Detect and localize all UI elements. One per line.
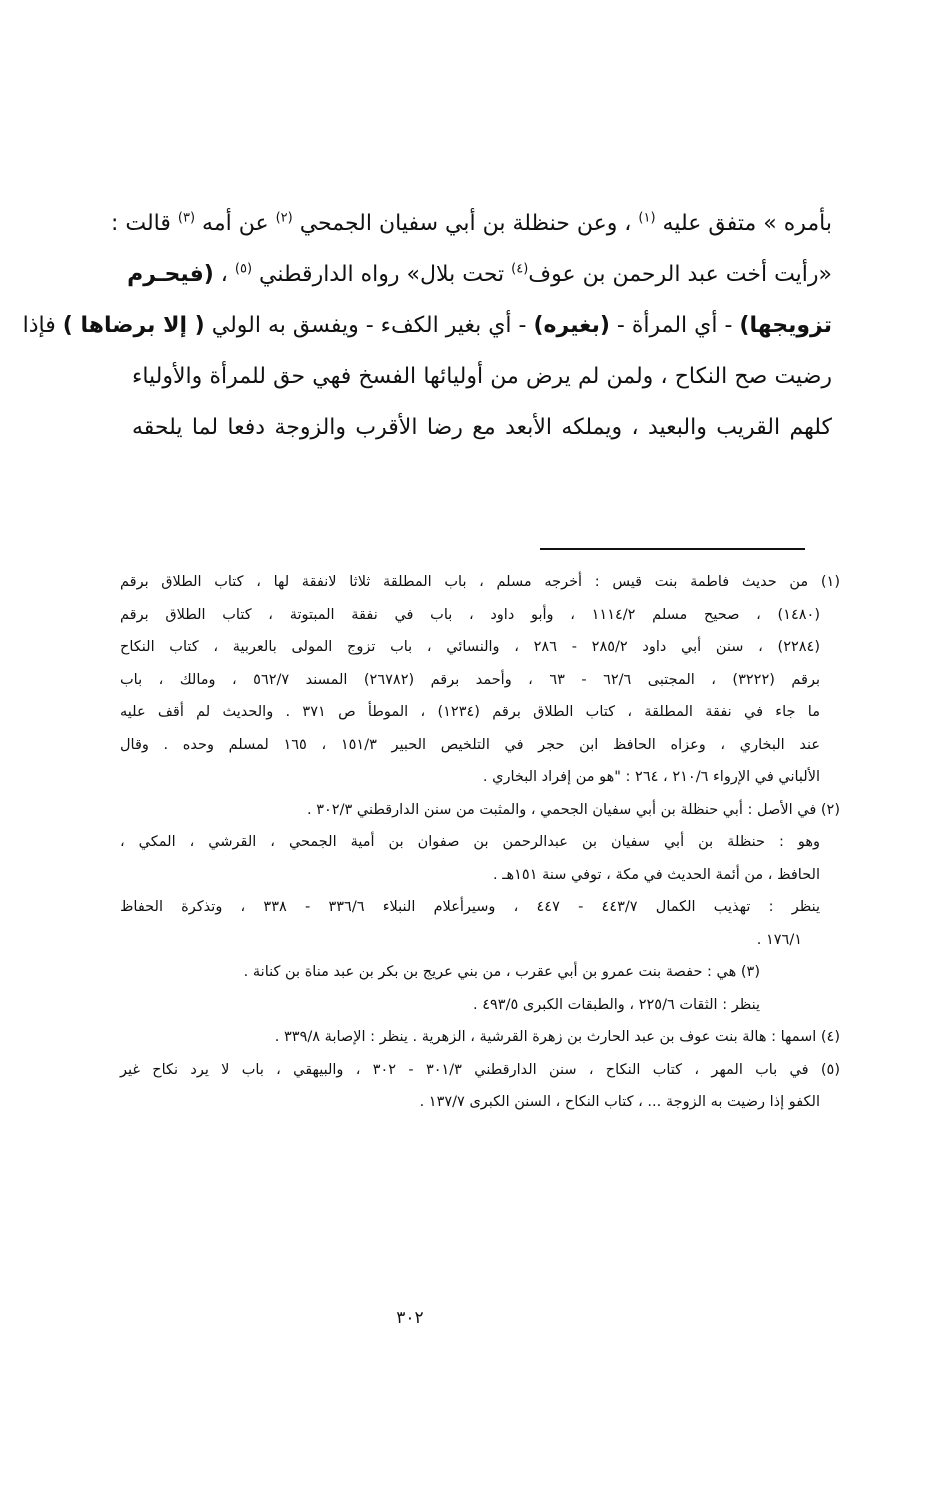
footnote-line: ينظر : تهذيب الكمال ٤٤٣/٧ - ٤٤٧ ، وسيرأعلام النبلاء ٣٣٦/٦ - ٣٣٨ ، وتذكرة الحفاظ: [120, 899, 821, 915]
footnote-line: (٥) في باب المهر ، كتاب النكاح ، سنن الدارقطني ٣٠١/٣ - ٣٠٢ ، والبيهقي ، باب لا يرد نكاح غير: [120, 1061, 841, 1078]
footnote-ref-1[interactable]: (١): [638, 210, 656, 226]
page-number: ٣٠٢: [396, 1308, 424, 1328]
footnote-line: (٢) في الأصل : أبي حنظلة بن أبي سفيان الجحمي ، والمثبت من سنن الدارقطني ٣٠٢/٣ .: [306, 801, 840, 818]
footnote-line: ١٧٦/١ .: [756, 931, 802, 948]
bold-term: (بغيره): [533, 313, 610, 338]
footnote-line: (٢٢٨٤) ، سنن أبي داود ٢٨٥/٢ - ٢٨٦ ، والنسائي ، باب تزوج المولى بالعربية ، كتاب النكاح: [120, 639, 821, 655]
bold-term: تزويجها): [739, 313, 832, 338]
main-line-4: رضيت صح النكاح ، ولمن لم يرض من أوليائها الفسخ فهي حق للمرأة والأولياء: [132, 364, 832, 389]
footnote-line: ما جاء في نفقة المطلقة ، كتاب الطلاق برقم (١٢٣٤) ، الموطأ ص ٣٧١ . والحديث لم أقف عليه: [120, 704, 820, 720]
main-line-3: تزويجها) - أي المرأة - (بغيره) - أي بغير الكفء - ويفسق به الولي ( إلا برضاها ) فإذا: [22, 313, 832, 338]
footnote-ref-2[interactable]: (٢): [275, 210, 293, 226]
footnote-line: عند البخاري ، وعزاه الحافظ ابن حجر في التلخيص الحبير ١٥١/٣ ، ١٦٥ لمسلم وحده . وقال: [120, 736, 820, 753]
main-line-2: «رأيت أخت عبد الرحمن بن عوف$^{(٤)}$ تحت بلال» رواه الدارقطني $^{(٥)}$ ، (فيحـرم: [127, 261, 832, 287]
footnote-line: برقم (٣٢٢٢) ، المجتبى ٦٢/٦ - ٦٣ ، وأحمد برقم (٢٦٧٨٢) المسند ٥٦٢/٧ ، ومالك ، باب: [120, 671, 820, 688]
footnote-line: وهو : حنظلة بن أبي سفيان بن عبدالرحمن بن صفوان بن أمية الجمحي ، القرشي ، المكي ،: [120, 834, 820, 850]
footnote-ref-5[interactable]: (٥): [234, 261, 253, 277]
footnote-line: الألباني في الإرواء ٢١٠/٦ ، ٢٦٤ : "هو من إفراد البخاري .: [482, 769, 820, 785]
footnote-separator: [540, 548, 805, 550]
footnote-line: الكفو إذا رضيت به الزوجة ... ، كتاب النكاح ، السنن الكبرى ١٣٧/٧ .: [419, 1094, 820, 1110]
bold-term: ( إلا برضاها ): [62, 313, 205, 338]
footnote-line: (١٤٨٠) ، صحيح مسلم ١١١٤/٢ ، وأبو داود ، باب في نفقة المبتوتة ، كتاب الطلاق برقم: [120, 606, 820, 623]
main-text-block: [22, 198, 832, 453]
main-line-1: بأمره » متفق عليه $^{(١)}$ ، وعن حنظلة بن أبي سفيان الجمحي $^{(٢)}$ عن أمه $^{(٣)}$ قالت :: [110, 210, 832, 236]
footnote-line: ينظر : الثقات ٢٢٥/٦ ، والطبقات الكبرى ٤٩٣/٥ .: [473, 996, 760, 1013]
footnote-line: (٣) هي : حفصة بنت عمرو بن أبي عقرب ، من بني عريج بن بكر بن عبد مناة بن كنانة .: [243, 964, 760, 980]
footnote-ref-4[interactable]: (٤): [511, 261, 529, 277]
footnote-line: الحافظ ، من أئمة الحديث في مكة ، توفي سنة ١٥١هـ .: [493, 866, 820, 883]
footnotes-block: [120, 566, 840, 1119]
bold-term: (فيحـرم: [127, 262, 214, 287]
main-line-5: كلهم القريب والبعيد ، ويملكه الأبعد مع رضا الأقرب والزوجة دفعا لما يلحقه: [132, 415, 832, 440]
footnote-ref-3[interactable]: (٣): [177, 210, 196, 226]
footnote-line: (١) من حديث فاطمة بنت قيس : أخرجه مسلم ، باب المطلقة ثلاثا لانفقة لها ، كتاب الطلاق برقم: [120, 574, 840, 590]
footnote-line: (٤) اسمها : هالة بنت عوف بن عبد الحارث بن زهرة القرشية ، الزهرية . ينظر : الإصابة ٣٣٩/٨ .: [274, 1029, 840, 1045]
